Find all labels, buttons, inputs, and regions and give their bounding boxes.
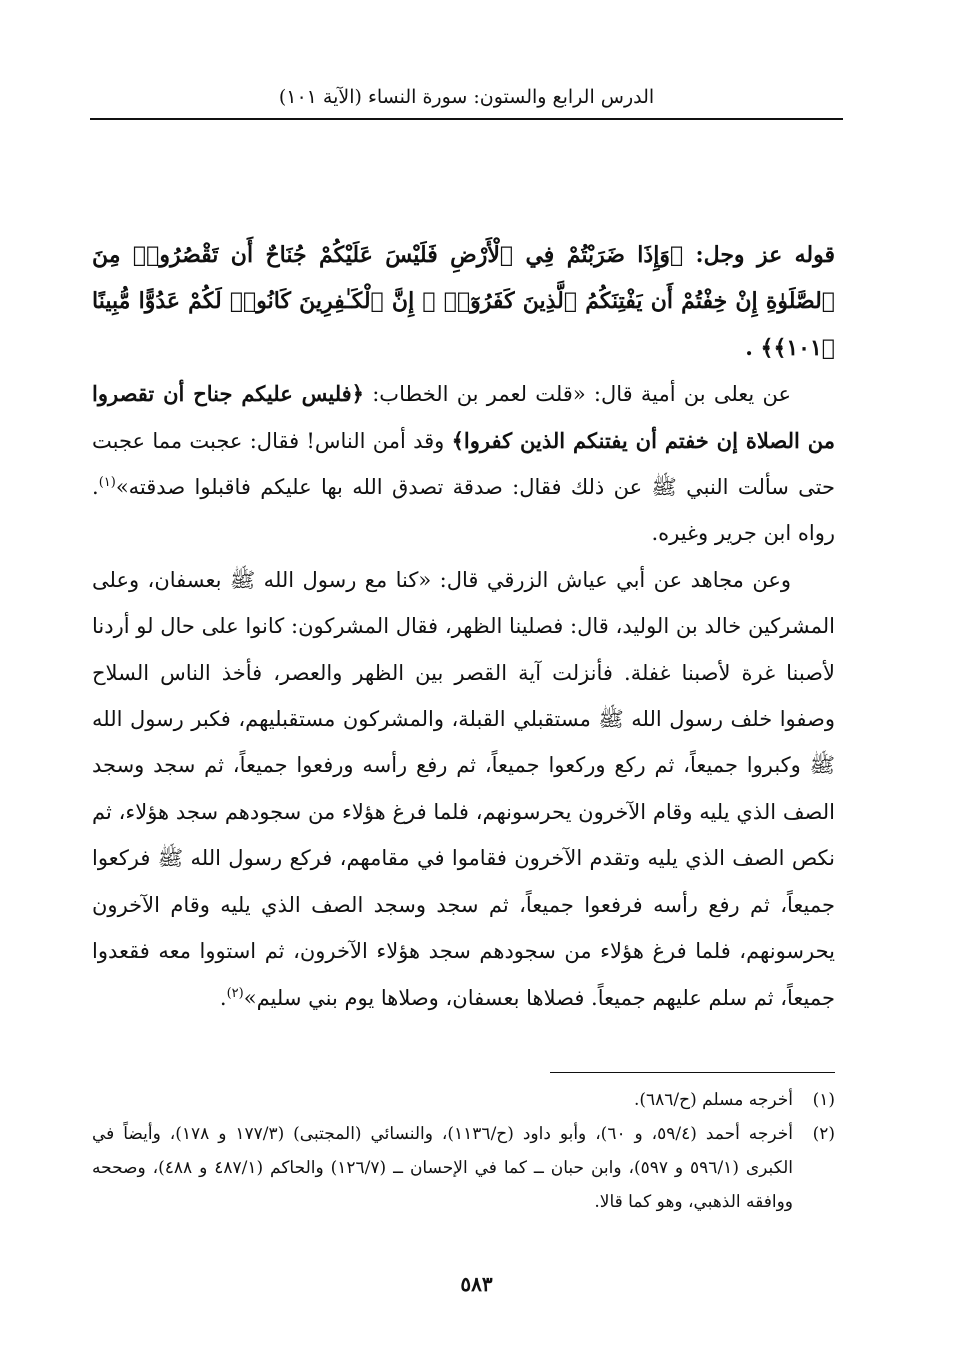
- paragraph-text: عن يعلى بن أمية قال: «قلت لعمر بن الخطاب:: [372, 382, 791, 407]
- footnote-text: أخرجه مسلم (ح/٦٨٦).: [633, 1090, 793, 1110]
- footnote-number: (١): [812, 1090, 835, 1110]
- paragraph-abi-ayyash: [92, 557, 835, 1021]
- footnote-text: أخرجه أحمد (٥٩/٤، و ٦٠)، وأبو داود (ح/١١٣٦)، والنسائي (المجتبى) (١٧٧/٣ و ١٧٨)، وأيضاً في الكبرى (٥٩٦/١ و ٥٩٧)، وابن حبان ــ كما في الإحسان ــ (١٢٦/٧) والحاكم (٤٨٧/١ و ٤٨٨)، وصححه ووافقه الذهبي، وهو كما قالا.: [92, 1124, 793, 1212]
- running-header: الدرس الرابع والستون: سورة النساء (الآية ١٠١): [278, 86, 655, 108]
- quran-verse: ﴿وَإِذَا ضَرَبْتُمْ فِي ٱلْأَرْضِ فَلَيْسَ عَلَيْكُمْ جُنَاحٌ أَن تَقْصُرُوا۟ مِنَ ٱلصَّلَوٰةِ إِنْ خِفْتُمْ أَن يَفْتِنَكُمُ ٱلَّذِينَ كَفَرُوٓا۟ ۚ إِنَّ ٱلْكَـٰفِرِينَ كَانُوا۟ لَكُمْ عَدُوًّا مُّبِينًا ﴿١٠١﴾﴾ .: [92, 242, 835, 361]
- paragraph-text: . رواه ابن جرير وغيره.: [92, 475, 835, 546]
- paragraph-text: وعن مجاهد عن أبي عياش الزرقي قال: «كنا مع رسول الله ﷺ بعسفان، وعلى المشركين خالد بن الوليد، قال: فصلينا الظهر، فقال المشركون: كانوا على حال لو أردنا لأصبنا غرة لأصبنا غفلة. فأنزلت آية القصر بين الظهر والعصر، فأخذ الناس السلاح وصفوا خلف رسول الله ﷺ مستقبلي القبلة، والمشركون مستقبليهم، فكبر رسول الله ﷺ وكبروا جميعاً، ثم ركع وركعوا جميعاً، ثم رفع رأسه ورفعوا جميعاً، ثم سجد وسجد الصف الذي يليه وقام الآخرون يحرسونهم، فلما فرغ هؤلاء من سجودهم سجد هؤلاء، ثم نكص الصف الذي يليه وتقدم الآخرون فقاموا في مقامهم، فركع رسول الله ﷺ فركعوا جميعاً، ثم رفع رأسه فرفعوا جميعاً، ثم سجد وسجد الصف الذي يليه وقام الآخرون يحرسونهم، فلما فرغ هؤلاء من سجودهم سجد هؤلاء الآخرون، ثم استووا معه فقعدوا جميعاً، ثم سلم عليهم جميعاً. فصلاها بعسفان، وصلاها يوم بني سليم»: [92, 567, 835, 1010]
- footnote-marker: (٢): [226, 985, 244, 1001]
- footnotes: [92, 1083, 835, 1219]
- footnote: [92, 1117, 835, 1219]
- paragraph-text: .: [219, 985, 227, 1010]
- paragraph-text: وقد أمن الناس! فقال: عجبت مما عجبت حتى سألت النبي ﷺ عن ذلك فقال: صدقة تصدق الله بها عليكم فاقبلوا صدقته»: [92, 428, 835, 500]
- quran-quote: ﴿فليس عليكم جناح أن تقصروا من الصلاة إن خفتم أن يفتنكم الذين كفروا﴾: [92, 381, 835, 453]
- footnote: [92, 1083, 835, 1117]
- paragraph-yala-ibn-umayya: [92, 371, 835, 557]
- verse-paragraph: [92, 232, 835, 371]
- footnote-number: (٢): [812, 1124, 835, 1144]
- main-text: [92, 232, 835, 1021]
- footnote-separator: [550, 1072, 835, 1073]
- page-number: ٥٨٣: [460, 1272, 493, 1296]
- verse-intro: قوله عز وجل:: [695, 242, 835, 268]
- footnote-marker: (١): [98, 475, 116, 491]
- header-rule: [90, 118, 843, 120]
